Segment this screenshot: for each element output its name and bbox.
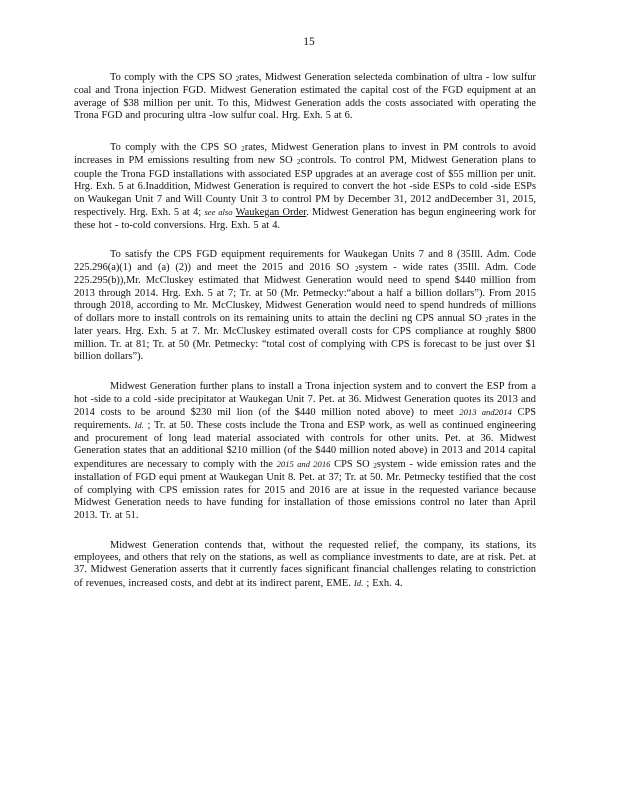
text-run: To comply with the CPS SO (110, 72, 236, 83)
text-run: CPS SO (330, 458, 374, 470)
text-run: Midwest Generation contends that, without the requested relief, the company, its stations, its employees, and others that rely on the stations, as well as compliance investments to date, are at risk. Pet. at 37. Midwest Generation asserts that it currently faces significant financial challenges relating to constriction of revenues, increased costs, and debt at its indirect parent, EME. (74, 539, 536, 589)
text-run: system - wide rates (35Ill. Adm. Code 225.295(b)),Mr. McCluskey estimated that Midwest Generation would need to spend $440 million from 2013 through 2014. Hrg. Exh. 5 at 7; Tr. at 50 (Mr. Petmecky:“about a half a billion dollars”). From 2015 through 2018, according to Mr. McCluskey, Midwest Generation would need to spend hundreds of millions of dollars more to install controls on its remaining units to attain the declini ng CPS annual SO (74, 261, 536, 324)
text-run: Midwest Generation further plans to install a Trona injection system and to convert the ESP from a hot -side to a cold -side precipitator at Waukegan Unit 7. Pet. at 36. Midwest Generation quotes its 2013 and 2014 costs to be around $230 mil lion (of the $440 million noted above) to meet (74, 381, 536, 418)
text-run: Id. (134, 420, 144, 431)
text-run: Waukegan Order (235, 207, 307, 219)
text-run: 2 (296, 158, 301, 167)
body-text (74, 72, 536, 607)
page-number: 15 (303, 36, 315, 48)
paragraph-fgd-compliance (74, 72, 536, 123)
paragraph-pm-controls (74, 142, 536, 232)
text-run: rates, Midwest Generation plans to invest in PM controls to avoid increases in PM emissions resulting from new SO (74, 141, 536, 167)
text-run: controls. To control PM, Midwest Generation plans to couple the Trona FGD installations with associated ESP upgrades at an average cost of $55 million per unit. Hrg. Exh. 5 at 6.Inaddition, Midwest Generation is required to convert the hot -side ESPs to cold -side ESPs on Waukegan Unit 7 and Will County Unit 3 to control PM by December 31, 2012 andDecember 31, 2015, respectively. Hrg. Exh. 5 at 4; (74, 155, 536, 219)
text-run: 2 (373, 461, 377, 470)
text-run: rates, Midwest Generation selecteda combination of ultra - low sulfur coal and Trona injection FGD. Midwest Generation estimated the capital cost of the FGD equipment at an average of $38 million per unit. To this, Midwest Generation adds the costs associated with operating the Trona FGD and procuring ultra -low sulfur coal. Hrg. Exh. 5 at 6. (74, 72, 536, 122)
text-run: Id. (353, 577, 364, 588)
text-run: 2013 and2014 (459, 406, 512, 417)
text-run: 2015 and 2016 (276, 458, 331, 469)
text-run: 2 (355, 264, 359, 273)
text-run: see also (204, 207, 233, 218)
text-run: 2 (485, 315, 489, 324)
paragraph-relief-contention (74, 540, 536, 591)
text-run: 2 (235, 75, 240, 83)
paragraph-cps-costs (74, 249, 536, 363)
text-run: . Midwest Generation has begun engineering work for these hot - to-cold conversions. Hrg. Exh. 5 at 4. (74, 207, 536, 231)
text-run: rates in the later years. Hrg. Exh. 5 at 7. Mr. McCluskey estimated overall costs for CPS compliance at roughly $800 million. Tr. at 81; Tr. at 50 (Mr. Petmecky: “total cost of complying with CPS is forecast to be just over $1 billion dollars”). (74, 312, 537, 363)
text-run: system - wide emission rates and the installation of FGD equi pment at Waukegan Unit 8. Pet. at 37; Tr. at 50. Mr. Petmecky testified that the cost of complying with CPS emission rates for 2015 and 2016 are at issue in the requested variance because Midwest Generation needs to have funding for installation of those emissions control no later than April 2013. Tr. at 51. (74, 458, 536, 521)
text-run: CPS requirements. (74, 406, 537, 432)
text-run: ; Exh. 4. (363, 577, 403, 589)
text-run: To satisfy the CPS FGD equipment requirements for Waukegan Units 7 and 8 (35Ill. Adm. Code 225.296(a)(1) and (a) (2)) and meet the 2015 and 2016 SO (74, 249, 536, 273)
paragraph-trona-plans (74, 381, 536, 522)
text-run: ; Tr. at 50. These costs include the Trona and ESP work, as well as continued engineering and procurement of long lead material associated with controls for other units. Pet. at 36. Midwest Generation states that an additional $210 million (of the $440 million noted above) in 2013 and 2014 capital expenditures are necessary to comply with the (74, 420, 536, 470)
text-run: 2 (241, 144, 245, 153)
text-run: To comply with the CPS SO (110, 141, 242, 153)
